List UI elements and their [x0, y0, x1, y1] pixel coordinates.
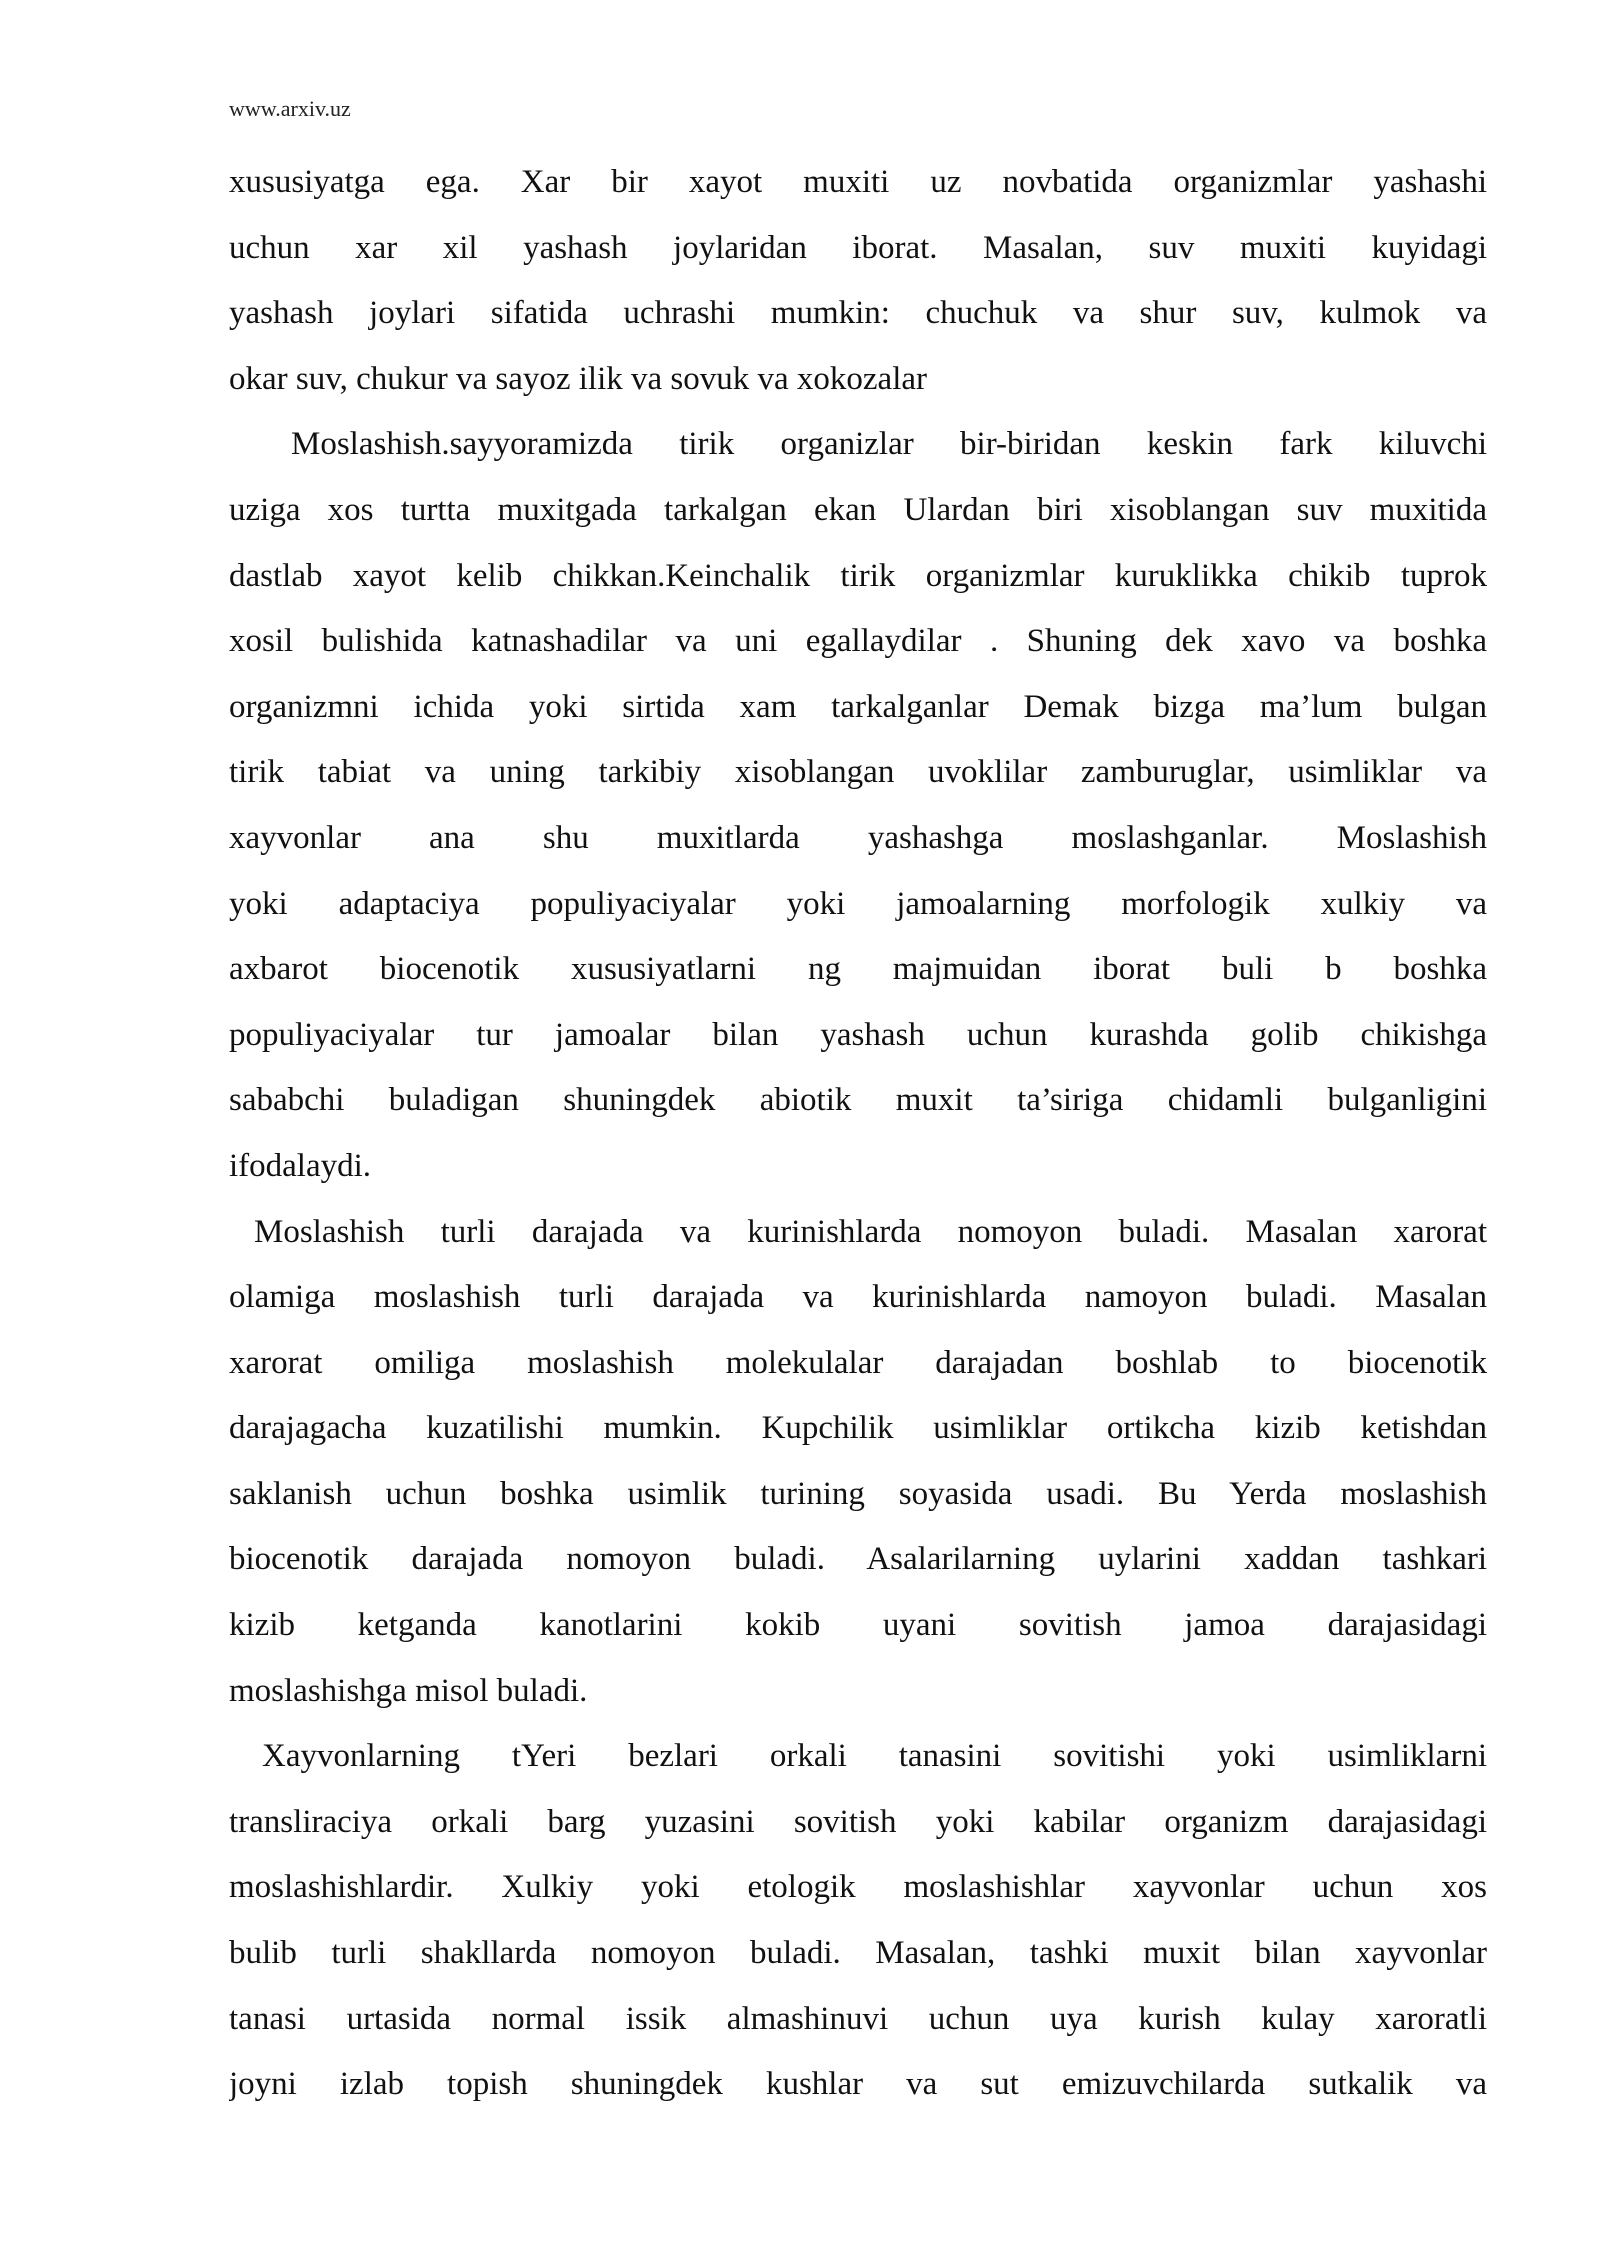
text-line: transliraciya orkali barg yuzasini sovitish yoki kabilar organizm darajasidagi: [229, 1803, 1487, 1840]
text-line: okar suv, chukur va sayoz ilik va sovuk va xokozalar: [229, 360, 927, 397]
document-body: [229, 150, 1487, 2118]
text-line: Moslashish.sayyoramizda tirik organizlar bir-biridan keskin fark kiluvchi: [291, 426, 1487, 463]
text-line: ifodalaydi.: [229, 1147, 372, 1184]
text-line: bulib turli shakllarda nomoyon buladi. Masalan, tashki muxit bilan xayvonlar: [229, 1935, 1487, 1972]
text-line: tirik tabiat va uning tarkibiy xisoblangan uvoklilar zamburuglar, usimliklar va: [229, 754, 1487, 791]
text-line: joyni izlab topish shuningdek kushlar va sut emizuvchilarda sutkalik va: [229, 2066, 1487, 2103]
text-line: axbarot biocenotik xususiyatlarni ng majmuidan iborat buli b boshka: [229, 951, 1487, 988]
text-line: dastlab xayot kelib chikkan.Keinchalik tirik organizmlar kuruklikka chikib tuprok: [229, 557, 1487, 594]
text-line: uziga xos turtta muxitgada tarkalgan ekan Ulardan biri xisoblangan suv muxitida: [229, 491, 1487, 528]
text-line: xususiyatga ega. Xar bir xayot muxiti uz novbatida organizmlar yashashi: [229, 164, 1487, 200]
text-line: darajagacha kuzatilishi mumkin. Kupchilik usimliklar ortikcha kizib ketishdan: [229, 1410, 1487, 1447]
text-line: uchun xar xil yashash joylaridan iborat. Masalan, suv muxiti kuyidagi: [229, 229, 1487, 266]
text-line: xayvonlar ana shu muxitlarda yashashga moslashganlar. Moslashish: [229, 819, 1487, 856]
text-line: xarorat omiliga moslashish molekulalar darajadan boshlab to biocenotik: [229, 1344, 1487, 1381]
text-line: organizmni ichida yoki sirtida xam tarkalganlar Demak bizga ma’lum bulgan: [229, 688, 1487, 725]
text-line: Xayvonlarning tYeri bezlari orkali tanasini sovitishi yoki usimliklarni: [262, 1738, 1487, 1775]
text-line: tanasi urtasida normal issik almashinuvi uchun uya kurish kulay xaroratli: [229, 2000, 1487, 2037]
page-header-site: www.arxiv.uz: [229, 96, 351, 121]
text-line: populiyaciyalar tur jamoalar bilan yashash uchun kurashda golib chikishga: [229, 1016, 1487, 1053]
text-line: moslashishlardir. Xulkiy yoki etologik moslashishlar xayvonlar uchun xos: [229, 1869, 1487, 1906]
text-line: Moslashish turli darajada va kurinishlarda nomoyon buladi. Masalan xarorat: [254, 1213, 1487, 1250]
text-line: kizib ketganda kanotlarini kokib uyani sovitish jamoa darajasidagi: [229, 1607, 1487, 1644]
text-line: moslashishga misol buladi.: [229, 1672, 588, 1709]
text-line: xosil bulishida katnashadilar va uni egallaydilar . Shuning dek xavo va boshka: [229, 623, 1487, 660]
text-line: biocenotik darajada nomoyon buladi. Asalarilarning uylarini xaddan tashkari: [229, 1541, 1487, 1578]
text-line: yoki adaptaciya populiyaciyalar yoki jamoalarning morfologik xulkiy va: [229, 885, 1487, 922]
text-line: olamiga moslashish turli darajada va kurinishlarda namoyon buladi. Masalan: [229, 1279, 1487, 1316]
text-line: sababchi buladigan shuningdek abiotik muxit ta’siriga chidamli bulganligini: [229, 1082, 1487, 1119]
text-line: saklanish uchun boshka usimlik turining soyasida usadi. Bu Yerda moslashish: [229, 1475, 1487, 1512]
text-line: yashash joylari sifatida uchrashi mumkin: chuchuk va shur suv, kulmok va: [229, 295, 1487, 332]
